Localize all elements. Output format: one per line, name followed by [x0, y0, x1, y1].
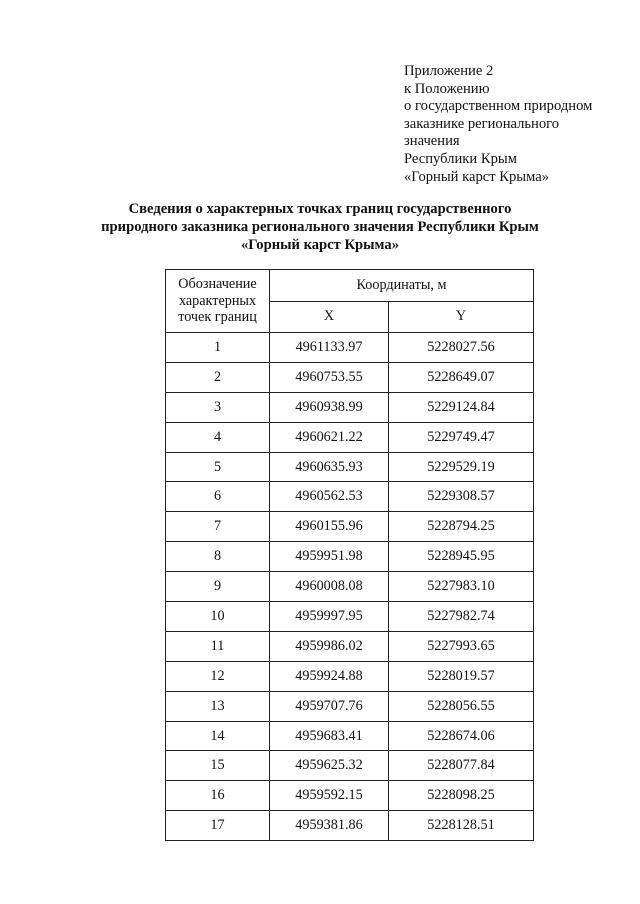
appendix-line: заказнике регионального: [404, 115, 560, 132]
document-title: [60, 201, 580, 254]
cell-point: 16: [166, 781, 270, 811]
cell-y: 5229124.84: [389, 392, 534, 422]
header-point-line: характерных: [178, 292, 257, 309]
cell-x: 4960635.93: [270, 452, 389, 482]
cell-y: 5229749.47: [389, 422, 534, 452]
appendix-line: значения: [404, 133, 460, 150]
table-row: [166, 691, 534, 721]
cell-x: 4959986.02: [270, 631, 389, 661]
cell-point: 4: [166, 422, 270, 452]
cell-x: 4960155.96: [270, 512, 389, 542]
cell-y: 5227993.65: [389, 631, 534, 661]
cell-y: 5228019.57: [389, 661, 534, 691]
header-x: X: [270, 301, 389, 333]
cell-x: 4961133.97: [270, 333, 389, 363]
cell-y: 5229529.19: [389, 452, 534, 482]
table-row: [166, 333, 534, 363]
cell-point: 2: [166, 362, 270, 392]
title-line: Сведения о характерных точках границ государственного: [128, 201, 512, 217]
cell-y: 5227983.10: [389, 572, 534, 602]
cell-x: 4960753.55: [270, 362, 389, 392]
cell-point: 3: [166, 392, 270, 422]
table-body: [166, 333, 534, 841]
table-row: [166, 631, 534, 661]
title-line: «Горный карст Крыма»: [241, 236, 399, 253]
title-line: природного заказника регионального значения Республики Крым: [101, 218, 539, 235]
cell-point: 6: [166, 482, 270, 512]
cell-y: 5228128.51: [389, 811, 534, 841]
cell-x: 4960008.08: [270, 572, 389, 602]
cell-y: 5228794.25: [389, 512, 534, 542]
cell-x: 4960938.99: [270, 392, 389, 422]
cell-y: 5228077.84: [389, 751, 534, 781]
cell-y: 5228945.95: [389, 542, 534, 572]
cell-y: 5228027.56: [389, 333, 534, 363]
header-point-line: Обозначение: [178, 276, 257, 293]
table-row: [166, 422, 534, 452]
table-row: [166, 452, 534, 482]
header-coordinates: Координаты, м: [270, 270, 534, 302]
header-point-line: точек границ: [178, 309, 257, 326]
cell-y: 5228056.55: [389, 691, 534, 721]
cell-point: 1: [166, 333, 270, 363]
cell-point: 5: [166, 452, 270, 482]
cell-point: 14: [166, 721, 270, 751]
header-y: Y: [389, 301, 534, 333]
cell-y: 5228098.25: [389, 781, 534, 811]
table-row: [166, 751, 534, 781]
table-row: [166, 661, 534, 691]
appendix-line: о государственном природном: [404, 98, 593, 115]
cell-x: 4959381.86: [270, 811, 389, 841]
appendix-line: Республики Крым: [404, 150, 517, 167]
appendix-reference: [404, 63, 624, 186]
cell-y: 5227982.74: [389, 602, 534, 632]
cell-point: 17: [166, 811, 270, 841]
cell-point: 7: [166, 512, 270, 542]
cell-y: 5228649.07: [389, 362, 534, 392]
cell-x: 4959625.32: [270, 751, 389, 781]
table-row: [166, 721, 534, 751]
cell-x: 4959683.41: [270, 721, 389, 751]
cell-x: 4960562.53: [270, 482, 389, 512]
cell-y: 5229308.57: [389, 482, 534, 512]
cell-point: 11: [166, 631, 270, 661]
cell-point: 15: [166, 751, 270, 781]
cell-point: 12: [166, 661, 270, 691]
cell-x: 4959592.15: [270, 781, 389, 811]
cell-point: 9: [166, 572, 270, 602]
cell-point: 10: [166, 602, 270, 632]
table-row: [166, 362, 534, 392]
table-row: [166, 482, 534, 512]
cell-point: 13: [166, 691, 270, 721]
cell-x: 4960621.22: [270, 422, 389, 452]
cell-y: 5228674.06: [389, 721, 534, 751]
table-row: [166, 811, 534, 841]
cell-x: 4959924.88: [270, 661, 389, 691]
cell-x: 4959707.76: [270, 691, 389, 721]
table-row: [166, 572, 534, 602]
appendix-line: Приложение 2: [404, 63, 494, 79]
cell-point: 8: [166, 542, 270, 572]
table-row: [166, 542, 534, 572]
table-row: [166, 781, 534, 811]
cell-x: 4959951.98: [270, 542, 389, 572]
table-row: [166, 512, 534, 542]
table-row: [166, 602, 534, 632]
header-point-designation: [166, 270, 270, 333]
cell-x: 4959997.95: [270, 602, 389, 632]
table-row: [166, 392, 534, 422]
appendix-line: к Положению: [404, 80, 490, 97]
appendix-line: «Горный карст Крыма»: [404, 168, 550, 185]
coordinates-table: [165, 269, 534, 841]
